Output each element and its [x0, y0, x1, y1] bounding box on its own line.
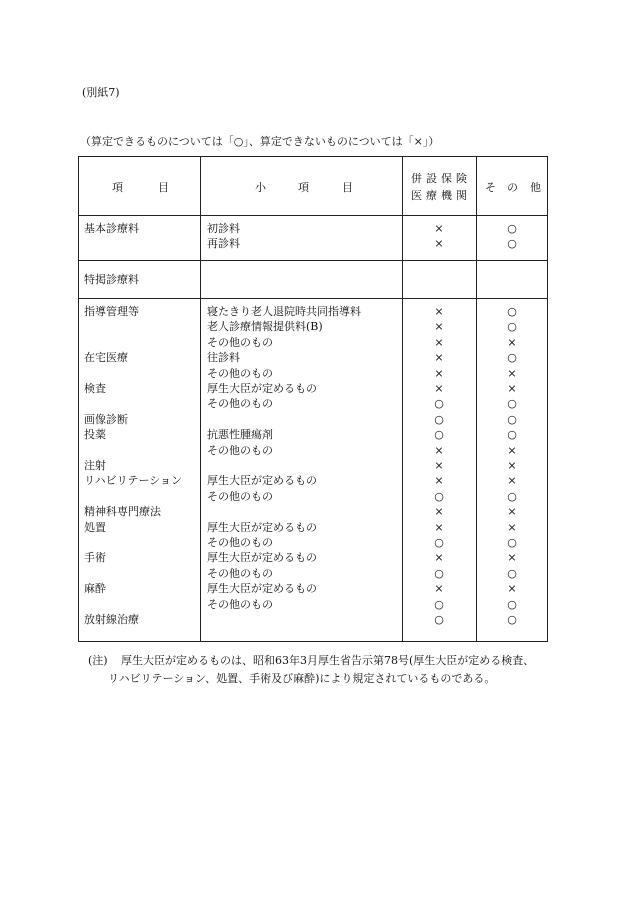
row-mark-col2: ○ — [507, 566, 517, 580]
row-subitem-label: その他のもの — [207, 597, 273, 611]
row-item-label: 放射線治療 — [84, 613, 139, 626]
row-item-label: 注射 — [84, 459, 106, 472]
header-item-char: 目 — [158, 181, 169, 194]
row-mark-col2: ○ — [507, 428, 517, 442]
row-mark-col2: ○ — [507, 305, 517, 318]
row-mark-col1: ○ — [434, 613, 444, 626]
header-col1-char: 併 — [411, 172, 422, 185]
instruction-text: （算定できるものについては「○」、算定できないものについては「×」） — [80, 135, 440, 148]
row-item-label: 画像診断 — [84, 412, 128, 426]
row-subitem-label: 厚生大臣が定めるもの — [207, 382, 317, 395]
row-mark-col1: ○ — [434, 536, 444, 549]
row-mark-col1: × — [434, 582, 444, 596]
row-subitem-label: その他のもの — [207, 489, 273, 503]
row-mark-col1: × — [434, 551, 444, 565]
row-mark-col2: × — [507, 582, 517, 596]
row-subitem-label: 厚生大臣が定めるもの — [207, 551, 317, 565]
row-subitem-label: その他のもの — [207, 366, 273, 380]
header-col2-char: の — [507, 181, 518, 194]
row-subitem-label: その他のもの — [207, 536, 273, 549]
row-subitem-label: その他のもの — [207, 566, 273, 580]
row-mark-col2: ○ — [507, 597, 517, 611]
row-mark-col2: ○ — [507, 397, 517, 411]
row-subitem-label: 抗悪性腫瘍剤 — [207, 428, 273, 442]
table-divider — [78, 260, 548, 261]
row-item-label: 投薬 — [84, 428, 106, 442]
row-mark-col1: × — [434, 305, 444, 318]
row-subitem-label: その他のもの — [207, 443, 273, 457]
row-subitem-label: その他のもの — [207, 335, 273, 349]
row-item-label: リハビリテーション — [84, 474, 183, 488]
row-mark-col2: × — [507, 366, 517, 380]
row-mark-col2: ○ — [507, 222, 517, 235]
row-mark-col2: × — [507, 551, 517, 565]
row-mark-col2: × — [507, 474, 517, 488]
table-divider — [78, 215, 548, 216]
header-subitem-char: 項 — [298, 181, 309, 194]
row-mark-col1: × — [434, 351, 444, 365]
row-mark-col2: ○ — [507, 412, 517, 426]
document-label: (別紙7) — [82, 86, 120, 99]
row-mark-col2: ○ — [507, 536, 517, 549]
row-mark-col2: × — [507, 335, 517, 349]
header-col2-char: そ — [485, 181, 496, 194]
table-column-divider — [476, 156, 477, 642]
header-subitem-char: 目 — [342, 181, 353, 194]
row-item-label: 特掲診療料 — [84, 273, 139, 286]
row-subitem-label: 老人診療情報提供料(B) — [207, 320, 323, 334]
row-mark-col1: ○ — [434, 489, 444, 503]
table-divider — [78, 298, 548, 299]
row-mark-col2: × — [507, 505, 517, 519]
row-mark-col1: × — [434, 382, 444, 395]
row-item-label: 処置 — [84, 520, 106, 534]
row-mark-col2: × — [507, 443, 517, 457]
row-subitem-label: 初診料 — [207, 222, 240, 235]
row-subitem-label: 厚生大臣が定めるもの — [207, 474, 317, 488]
table-border-bottom — [78, 641, 548, 642]
table-column-divider — [200, 156, 201, 642]
row-mark-col1: ○ — [434, 397, 444, 411]
row-mark-col1: × — [434, 366, 444, 380]
row-mark-col1: × — [434, 335, 444, 349]
header-col1-char: 関 — [456, 189, 467, 202]
row-mark-col1: ○ — [434, 566, 444, 580]
row-item-label: 基本診療料 — [84, 222, 139, 235]
row-mark-col1: ○ — [434, 412, 444, 426]
row-mark-col2: ○ — [507, 613, 517, 626]
row-mark-col1: × — [434, 520, 444, 534]
row-mark-col1: × — [434, 237, 444, 251]
row-mark-col1: × — [434, 505, 444, 519]
row-mark-col2: ○ — [507, 237, 517, 251]
row-mark-col1: × — [434, 222, 444, 235]
row-subitem-label: 厚生大臣が定めるもの — [207, 520, 317, 534]
row-mark-col1: ○ — [434, 428, 444, 442]
row-mark-col2: × — [507, 459, 517, 472]
row-subitem-label: 厚生大臣が定めるもの — [207, 582, 317, 596]
table-border-left — [78, 156, 79, 642]
billing-table — [78, 156, 548, 642]
table-border-right — [547, 156, 548, 642]
header-item-char: 項 — [112, 181, 123, 194]
row-mark-col2: × — [507, 382, 517, 395]
row-item-label: 指導管理等 — [84, 305, 139, 318]
row-mark-col1: × — [434, 443, 444, 457]
row-subitem-label: 寝たきり老人退院時共同指導料 — [207, 305, 361, 318]
row-mark-col2: ○ — [507, 489, 517, 503]
header-col1-char: 保 — [441, 172, 452, 185]
row-item-label: 麻酔 — [84, 582, 106, 596]
header-col1-char: 機 — [441, 189, 452, 202]
row-mark-col1: × — [434, 320, 444, 334]
row-mark-col1: × — [434, 474, 444, 488]
row-subitem-label: 再診料 — [207, 237, 240, 251]
row-subitem-label: その他のもの — [207, 397, 273, 411]
header-col1-char: 療 — [426, 189, 437, 202]
row-item-label: 在宅医療 — [84, 351, 128, 365]
table-column-divider — [402, 156, 403, 642]
header-col1-char: 設 — [426, 172, 437, 185]
row-mark-col1: × — [434, 459, 444, 472]
row-item-label: 手術 — [84, 551, 106, 565]
header-col2-char: 他 — [530, 181, 541, 194]
note-line-1: 厚生大臣が定めるものは、昭和63年3月厚生省告示第78号(厚生大臣が定める検査、 — [121, 654, 535, 667]
note-label: (注) — [88, 654, 108, 667]
row-item-label: 検査 — [84, 382, 106, 395]
row-item-label: 精神科専門療法 — [84, 505, 161, 519]
row-mark-col2: ○ — [507, 351, 517, 365]
header-col1-char: 医 — [411, 189, 422, 202]
header-col1-char: 険 — [456, 172, 467, 185]
row-mark-col2: ○ — [507, 320, 517, 334]
table-border-top — [78, 156, 548, 157]
row-subitem-label: 往診料 — [207, 351, 240, 365]
header-subitem-char: 小 — [255, 181, 266, 194]
row-mark-col2: × — [507, 520, 517, 534]
row-mark-col1: ○ — [434, 597, 444, 611]
note-line-2: リハビリテーション、処置、手術及び麻酔)により規定されているものである。 — [108, 672, 496, 685]
